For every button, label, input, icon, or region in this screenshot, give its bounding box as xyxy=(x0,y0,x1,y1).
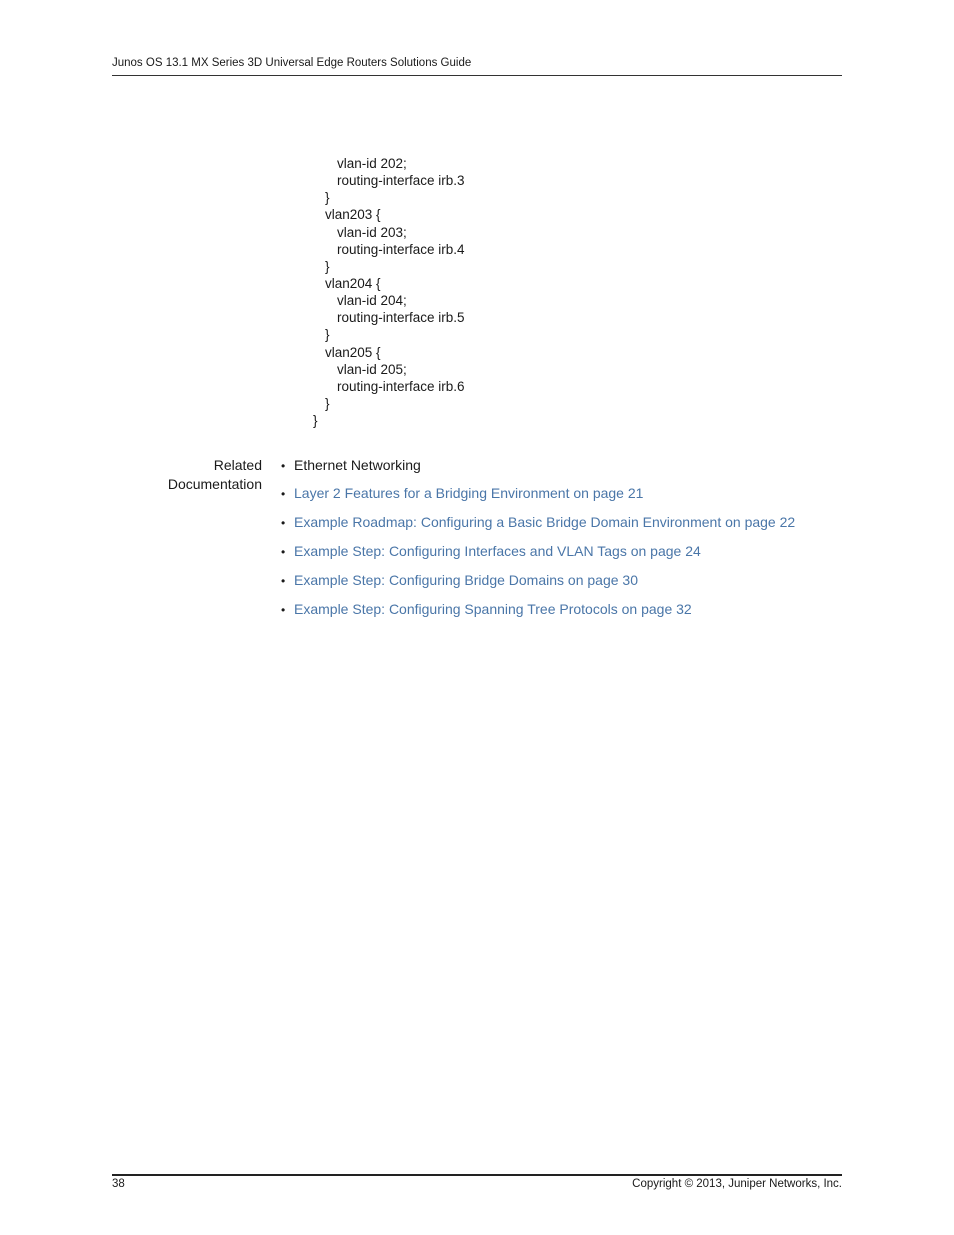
code-line: vlan205 { xyxy=(325,345,381,360)
related-label-line2: Documentation xyxy=(167,476,262,492)
bullet-icon: • xyxy=(281,603,286,617)
code-line: vlan-id 202; xyxy=(337,156,407,171)
code-line: vlan-id 205; xyxy=(337,362,407,377)
header-title: Junos OS 13.1 MX Series 3D Universal Edge Routers Solutions Guide xyxy=(112,57,472,69)
bullet-icon: • xyxy=(281,487,286,501)
bullet-icon: • xyxy=(281,459,286,473)
code-line: vlan-id 203; xyxy=(337,225,407,240)
code-line: vlan204 { xyxy=(325,276,381,291)
code-line: } xyxy=(325,259,330,274)
code-line: routing-interface irb.6 xyxy=(337,379,465,394)
code-line: routing-interface irb.4 xyxy=(337,242,465,257)
page-number: 38 xyxy=(112,1178,125,1190)
related-label-line1: Related xyxy=(213,457,262,473)
code-line: vlan-id 204; xyxy=(337,293,407,308)
related-link[interactable]: Example Step: Configuring Bridge Domains on page 30 xyxy=(294,572,638,588)
related-link[interactable]: Example Step: Configuring Interfaces and VLAN Tags on page 24 xyxy=(294,543,701,559)
code-line: } xyxy=(325,190,330,205)
code-line: routing-interface irb.3 xyxy=(337,173,465,188)
related-link[interactable]: Layer 2 Features for a Bridging Environment on page 21 xyxy=(294,485,644,501)
code-line: } xyxy=(325,396,330,411)
code-line: routing-interface irb.5 xyxy=(337,310,465,325)
footer-rule xyxy=(112,1174,842,1176)
bullet-icon: • xyxy=(281,574,286,588)
header-rule xyxy=(112,75,842,76)
related-link[interactable]: Example Step: Configuring Spanning Tree Protocols on page 32 xyxy=(294,601,692,617)
related-item-text: Ethernet Networking xyxy=(294,457,421,473)
code-line: } xyxy=(325,327,330,342)
code-line: vlan203 { xyxy=(325,207,381,222)
bullet-icon: • xyxy=(281,545,286,559)
bullet-icon: • xyxy=(281,516,286,530)
code-line: } xyxy=(313,413,318,428)
related-link[interactable]: Example Roadmap: Configuring a Basic Bridge Domain Environment on page 22 xyxy=(294,514,796,530)
copyright-notice: Copyright © 2013, Juniper Networks, Inc. xyxy=(632,1178,842,1190)
